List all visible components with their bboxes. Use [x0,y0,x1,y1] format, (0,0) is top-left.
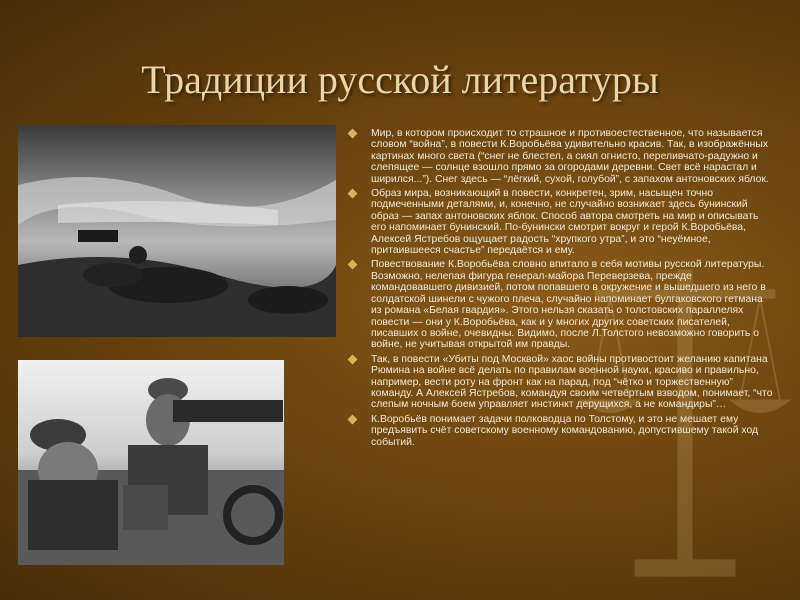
bullet-item [345,259,775,350]
bullet-text: Так, в повести «Убиты под Москвой» хаос войны противостоит желанию капитана Рюмина на войне всё делать по правилам военной науки, красиво и правильно, например, вести роту на фронт как на парад, под “чётко и торжественную” команду. А Алексей Ястребов, командуя своим четвёртым взводом, понимает, “что слепым ночным боем управляет инстинкт дерущихся, а не командиры”… [371,353,773,411]
battlefield-photo [18,125,336,337]
bullet-text: Мир, в котором происходит то страшное и противоестественное, что называется словом “война”, в повести К.Воробьёва удивительно красив. Так, в изображённых картинах много света (“снег не блестел, а сиял огнисто, переливчато-радужно и слепящее — солнце взошло прямо за огородами деревни. Свет всё нарастал и ширился...”). Снег здесь — “лёгкий, сухой, голубой”, с запахом антоновских яблок. [371,128,769,185]
bullet-item [345,188,775,256]
bullet-text: Образ мира, возникающий в повести, конкретен, зрим, насыщен точно подмеченными деталями, и, конечно, не случайно возникает здесь бунинский образ — запах антоновских яблок. Способ автора смотреть на мир и описывать его напоминает бунинский. По-бунински смотрит вокруг и герой К.Воробьёва, Алексей Ястребов ощущает радость “хрупкого утра”, и это “неуёмное, притаившееся счастье” передаётся и ему. [371,188,759,257]
bullet-icon [348,129,358,139]
bullet-item [345,128,775,185]
bullet-icon [348,414,358,424]
bullet-text: К.Воробьёв понимает задачи полководца по Толстому, и это не мешает ему предъявить счёт советскому военному командованию, допустившему такой ход событий. [371,413,759,448]
bullet-list [345,128,775,451]
bullet-text: Повествование К.Воробьёва словно впитало в себя мотивы русской литературы. Возможно, нелепая фигура генерал-майора Переверзева, прежде командовавшего дивизией, потом попавшего в окружение и вышедшего из него в солдатской шинели с чужого плеча, случайно напоминает булгаковского гетмана из романа «Белая гвардия». Этого нельзя сказать о толстовских параллелях повести — они у К.Воробьёва, как и у многих других советских писателей, писавших о войне, очевидны. Видимо, после Л.Толстого невозможно говорить о войне, не учитывая открытой им правды. [371,259,766,351]
slide-title: Традиции русской литературы [141,57,659,102]
bullet-icon [348,260,358,270]
bullet-item [345,354,775,411]
bullet-item [345,414,775,448]
machine-gun-crew-photo [18,360,284,565]
bullet-icon [348,189,358,199]
bullet-icon [348,354,358,364]
